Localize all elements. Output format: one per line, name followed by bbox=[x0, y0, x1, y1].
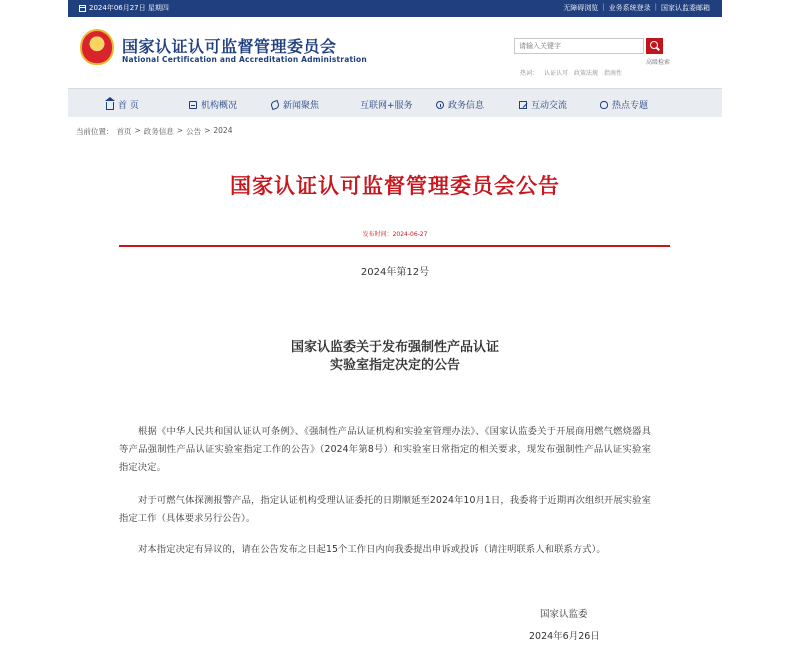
hot-words bbox=[520, 68, 622, 77]
signature: 国家认监委 bbox=[540, 609, 588, 620]
search-button[interactable] bbox=[646, 38, 663, 54]
breadcrumb-home[interactable]: 首页 bbox=[116, 127, 132, 136]
divider: | bbox=[654, 3, 657, 11]
breadcrumb-year[interactable]: 2024 bbox=[213, 126, 233, 135]
nav-topics[interactable] bbox=[600, 98, 648, 111]
system-login-link[interactable]: 业务系统登录 bbox=[608, 4, 651, 12]
breadcrumb-sep: > bbox=[176, 126, 184, 135]
nav-label: 新闻聚焦 bbox=[283, 101, 320, 111]
top-links bbox=[563, 3, 710, 13]
nav-news[interactable] bbox=[271, 98, 319, 111]
org-icon bbox=[189, 101, 197, 109]
site-header bbox=[68, 17, 722, 85]
accessibility-link[interactable]: 无障碍浏览 bbox=[563, 4, 599, 12]
nav-interaction[interactable] bbox=[519, 98, 567, 111]
nav-gov-info[interactable] bbox=[436, 98, 484, 111]
title-divider bbox=[119, 245, 670, 247]
publish-date: 发布时间：2024-06-27 bbox=[362, 231, 428, 238]
hot-word[interactable]: 政策法规 bbox=[574, 70, 599, 77]
body-paragraph-1: 根据《中华人民共和国认证认可条例》、《强制性产品认证机构和实验室管理办法》、《国家认监委关于开展商用燃气燃烧器具等产品强制性产品认证实验室指定工作的公告》（2024年第8号）和实验室日常指定的相关要求，现发布强制性产品认证实验室指定决定。 bbox=[119, 426, 651, 473]
body-paragraph-3: 对本指定决定有异议的，请在公告发布之日起15个工作日内向我委提出申诉或投诉（请注明联系人和联系方式）。 bbox=[138, 544, 606, 555]
nav-label: 互联网+服务 bbox=[360, 101, 413, 111]
breadcrumb-notice[interactable]: 公告 bbox=[186, 127, 202, 136]
signature-date: 2024年6月26日 bbox=[529, 631, 600, 642]
news-icon bbox=[270, 99, 280, 109]
nav-label: 首 页 bbox=[118, 101, 139, 111]
document-number: 2024年第12号 bbox=[360, 267, 430, 278]
current-date: 2024年06月27日 星期四 bbox=[89, 4, 169, 12]
chat-icon bbox=[600, 101, 608, 109]
search-input[interactable] bbox=[514, 38, 644, 54]
breadcrumb-prefix: 当前位置： bbox=[76, 127, 114, 136]
nav-home[interactable] bbox=[106, 98, 139, 111]
breadcrumb bbox=[76, 126, 232, 137]
hot-word[interactable]: 指南性 bbox=[604, 70, 623, 77]
advanced-search-link[interactable]: 高级检索 bbox=[646, 59, 671, 66]
national-emblem-icon bbox=[80, 29, 114, 65]
nav-label: 政务信息 bbox=[448, 101, 485, 111]
main-nav bbox=[68, 88, 722, 117]
calendar-icon bbox=[79, 5, 86, 12]
date-display bbox=[79, 3, 169, 13]
top-bar bbox=[68, 0, 722, 17]
subtitle-line: 国家认监委关于发布强制性产品认证 bbox=[290, 340, 499, 355]
nav-label: 机构概况 bbox=[201, 101, 238, 111]
subtitle-line: 实验室指定决定的公告 bbox=[329, 358, 460, 373]
article-title: 国家认证认可监督管理委员会公告 bbox=[230, 174, 560, 198]
body-paragraph-2: 对于可燃气体探测报警产品，指定认证机构受理认证委托的日期顺延至2024年10月1日，我委将于近期再次组织开展实验室指定工作（具体要求另行公告）。 bbox=[119, 495, 651, 524]
org-name-en: National Certification and Accreditation Administration bbox=[122, 55, 367, 64]
home-icon bbox=[106, 102, 114, 110]
article-subtitle bbox=[68, 339, 722, 375]
mailbox-link[interactable]: 国家认监委邮箱 bbox=[661, 4, 710, 12]
nav-label: 热点专题 bbox=[612, 101, 649, 111]
divider: | bbox=[602, 3, 605, 11]
breadcrumb-sep: > bbox=[204, 126, 211, 135]
info-icon bbox=[436, 101, 444, 109]
org-name-cn[interactable]: 国家认证认可监督管理委员会 bbox=[122, 37, 337, 56]
edit-icon bbox=[519, 101, 527, 109]
nav-internet-service[interactable] bbox=[360, 98, 413, 111]
breadcrumb-gov-info[interactable]: 政务信息 bbox=[143, 127, 174, 136]
hot-words-label: 热词： bbox=[520, 70, 539, 77]
nav-organization[interactable] bbox=[189, 98, 237, 111]
hot-word[interactable]: 认证认可 bbox=[544, 70, 569, 77]
breadcrumb-sep: > bbox=[134, 126, 141, 135]
nav-label: 互动交流 bbox=[531, 101, 568, 111]
